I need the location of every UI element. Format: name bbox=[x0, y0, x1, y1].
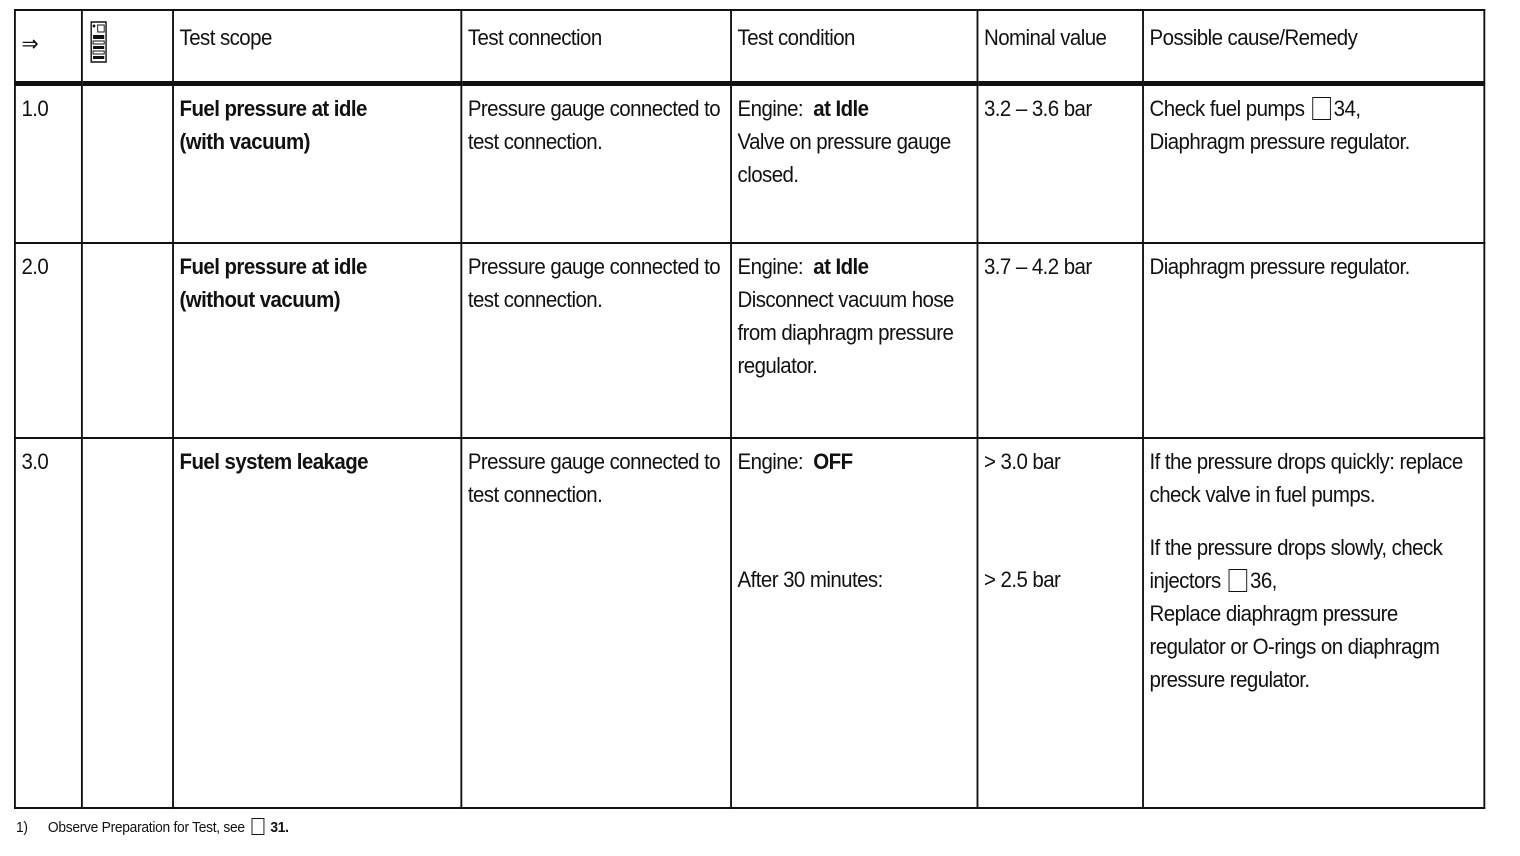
book-reference-icon bbox=[1229, 569, 1248, 592]
table-row bbox=[15, 84, 1484, 244]
test-table bbox=[14, 9, 1485, 809]
step-number: 1.0 bbox=[15, 84, 82, 244]
device-cell bbox=[82, 84, 173, 244]
footnote-number: 1) bbox=[16, 819, 28, 836]
remedy: If the pressure drops quickly: replace check valve in fuel pumps. If the pressure drops slowly, check injectors 36, Replace diaphragm pressure regulator or O-rings on diaphragm pressure regulator. bbox=[1143, 438, 1484, 808]
device-cell bbox=[82, 438, 173, 808]
footnote-ref: 31. bbox=[270, 819, 289, 836]
test-scope: Fuel pressure at idle (with vacuum) bbox=[173, 84, 461, 244]
test-condition: Engine: OFF After 30 minutes: bbox=[731, 438, 977, 808]
device-cell bbox=[82, 243, 173, 438]
book-reference-icon bbox=[1312, 97, 1331, 120]
step-number: 2.0 bbox=[15, 243, 82, 438]
header-device bbox=[82, 10, 173, 84]
header-test-connection: Test connection bbox=[461, 10, 731, 84]
nominal-value: 3.7 – 4.2 bar bbox=[977, 243, 1143, 438]
step-number: 3.0 bbox=[15, 438, 82, 808]
book-reference-icon bbox=[251, 818, 264, 835]
test-scope: Fuel pressure at idle (without vacuum) bbox=[173, 243, 461, 438]
footnote bbox=[16, 818, 289, 836]
test-connection: Pressure gauge connected to test connection. bbox=[461, 438, 731, 808]
arrow-right-icon: ⇒ bbox=[21, 31, 39, 56]
remedy: Diaphragm pressure regulator. bbox=[1143, 243, 1484, 438]
test-scope: Fuel system leakage bbox=[173, 438, 461, 808]
nominal-value: > 3.0 bar > 2.5 bar bbox=[977, 438, 1143, 808]
nominal-value: 3.2 – 3.6 bar bbox=[977, 84, 1143, 244]
test-condition: Engine: at Idle Disconnect vacuum hose from diaphragm pressure regulator. bbox=[731, 243, 977, 438]
header-test-scope: Test scope bbox=[173, 10, 461, 84]
table-header-row bbox=[15, 10, 1484, 84]
header-remedy: Possible cause/Remedy bbox=[1143, 10, 1484, 84]
remedy: Check fuel pumps 34, Diaphragm pressure regulator. bbox=[1143, 84, 1484, 244]
table-row bbox=[15, 243, 1484, 438]
tester-device-icon bbox=[88, 21, 108, 65]
table-row bbox=[15, 438, 1484, 808]
footnote-text: Observe Preparation for Test, see bbox=[47, 819, 245, 836]
test-condition: Engine: at Idle Valve on pressure gauge closed. bbox=[731, 84, 977, 244]
test-connection: Pressure gauge connected to test connection. bbox=[461, 243, 731, 438]
header-test-condition: Test condition bbox=[731, 10, 977, 84]
header-nominal-value: Nominal value bbox=[977, 10, 1143, 84]
test-connection: Pressure gauge connected to test connection. bbox=[461, 84, 731, 244]
header-step bbox=[15, 10, 82, 84]
